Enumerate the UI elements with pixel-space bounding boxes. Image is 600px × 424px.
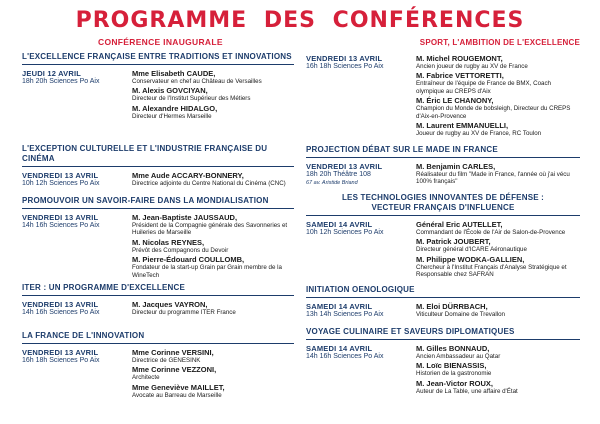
speaker-name: M. Éric LE CHANONY, [416, 96, 494, 106]
session-day: VENDREDI 13 AVRIL [22, 300, 99, 309]
session-day: SAMEDI 14 AVRIL [306, 344, 373, 353]
speaker-role: Réalisateur du film "Made in France, l'année où j'ai vécu 100% français" [416, 171, 570, 186]
speaker-name: M. Eloi DÜRRBACH, [416, 302, 488, 311]
speaker-role: Entraîneur de l'équipe de France de BMX, Coach olympique au CREPS d'Aix [416, 80, 551, 95]
speaker-name: Mme Aude ACCARY-BONNERY, [132, 171, 244, 180]
section-heading: VOYAGE CULINAIRE ET SAVEURS DIPLOMATIQUES [306, 327, 580, 340]
speaker-role: Architecte [132, 374, 160, 382]
speaker-role: Directrice de GENESINK [132, 357, 201, 364]
speaker-name: M. Pierre-Édouard COULLOMB, [132, 255, 245, 265]
speaker-role: Commandant de l'École de l'Air de Salon-de-Provence [416, 229, 566, 236]
speaker-role: Ancien joueur de rugby au XV de France [416, 63, 528, 70]
speaker-name: M. Laurent EMMANUELLI, [416, 121, 509, 131]
session-day: SAMEDI 14 AVRIL [306, 220, 373, 229]
section-cinema [22, 144, 294, 196]
session-place: 10h 12h Sciences Po Aix [306, 229, 384, 237]
speaker-name: M. Michel ROUGEMONT, [416, 54, 503, 63]
section-heading: PROMOUVOIR UN SAVOIR-FAIRE DANS LA MONDIALISATION [22, 196, 294, 209]
session-day: VENDREDI 13 AVRIL [22, 171, 99, 180]
speaker-role: Avocate au Barreau de Marseille [132, 391, 222, 399]
section-excellence [22, 52, 294, 144]
speaker-name: M. Jean-Victor ROUX, [416, 378, 493, 388]
section-oenologie [306, 285, 580, 327]
speaker-name: M. Jean-Baptiste JAUSSAUD, [132, 213, 238, 222]
session-place: 10h 12h Sciences Po Aix [22, 180, 100, 188]
inaugural-label: CONFÉRENCE INAUGURALE [98, 37, 223, 47]
section-heading: LA FRANCE DE L'INNOVATION [22, 331, 294, 344]
speaker-name: M. Benjamin CARLES, [416, 162, 496, 171]
section-heading-line: VECTEUR FRANÇAIS D'INFLUENCE [371, 203, 515, 212]
speaker-role: Historien de la gastronomie [416, 370, 492, 378]
speaker-role: Président de la Compagnie générale des Savonneries et Huileries de Marseille [132, 222, 288, 237]
session-place: 14h 16h Sciences Po Aix [22, 222, 100, 230]
speaker-role: Ancien Ambassadeur au Qatar [416, 353, 501, 360]
speaker-role: Directeur d'Hermes Marseille [132, 112, 212, 120]
left-column [22, 52, 294, 400]
section-heading: SPORT, L'AMBITION DE L'EXCELLENCE [419, 38, 580, 47]
session-day: VENDREDI 13 AVRIL [306, 162, 383, 171]
section-heading [306, 193, 580, 216]
speaker-name: M. Jacques VAYRON, [132, 300, 208, 309]
section-heading: INITIATION OENOLOGIQUE [306, 285, 580, 298]
session-day: VENDREDI 13 AVRIL [22, 213, 99, 222]
speaker-name: M. Alexandre HIDALGO, [132, 103, 218, 113]
session-day: SAMEDI 14 AVRIL [306, 302, 373, 311]
speaker-role: Auteur de La Table, une affaire d'État [416, 387, 518, 395]
speaker-name: Mme Corinne VERSINI, [132, 348, 214, 357]
speaker-role: Viticulteur Domaine de Trevallon [416, 311, 505, 318]
session-day: VENDREDI 13 AVRIL [22, 348, 99, 357]
speaker-role: Joueur de rugby au XV de France, RC Toulon [416, 130, 542, 138]
session-day: JEUDI 12 AVRIL [22, 69, 82, 78]
speaker-role: Conservateur en chef au Château de Versailles [132, 78, 262, 85]
section-heading: ITER : UN PROGRAMME D'EXCELLENCE [22, 283, 294, 296]
section-made-in-france [306, 145, 580, 193]
speaker-name: M. Patrick JOUBERT, [416, 237, 491, 247]
speaker-role: Directeur général d'ICARE Aéronautique [416, 246, 527, 254]
speaker-name: M. Loïc BIENASSIS, [416, 361, 487, 371]
section-defense [306, 193, 580, 285]
session-address: 67 av. Aristide Briand [306, 180, 358, 187]
speaker-role: Directeur du programme ITER France [132, 309, 236, 316]
speaker-role: Directrice adjointe du Centre National du Cinéma (CNC) [132, 180, 286, 187]
speaker-name: M. Nicolas REYNES, [132, 237, 205, 247]
session-day: VENDREDI 13 AVRIL [306, 54, 383, 63]
speaker-name: Mme Corinne VEZZONI, [132, 365, 217, 375]
session-place: 16h 18h Sciences Po Aix [22, 357, 100, 365]
section-iter [22, 283, 294, 331]
session-place: 14h 16h Sciences Po Aix [306, 353, 384, 361]
page-title: PROGRAMME DES CONFÉRENCES [75, 8, 525, 33]
section-heading-line: LES TECHNOLOGIES INNOVANTES DE DÉFENSE : [341, 193, 545, 202]
section-heading: PROJECTION DÉBAT SUR LE MADE IN FRANCE [306, 145, 580, 158]
session-place: 18h 20h Sciences Po Aix [22, 78, 100, 86]
session-place: 18h 20h Théâtre 108 [306, 171, 371, 179]
speaker-role: Directeur de l'Institut Supérieur des Métiers [132, 95, 251, 103]
speaker-name: M. Gilles BONNAUD, [416, 344, 490, 353]
speaker-role: Prévôt des Compagnons du Devoir [132, 246, 229, 254]
section-savoir-faire [22, 196, 294, 283]
section-heading: L'EXCEPTION CULTURELLE ET L'INDUSTRIE FRANÇAISE DU CINÉMA [22, 144, 294, 167]
session-place: 13h 14h Sciences Po Aix [306, 311, 384, 319]
right-column [306, 38, 580, 396]
section-innovation [22, 331, 294, 400]
speaker-role: Champion du Monde de bobsleigh, Directeur du CREPS d'Aix-en-Provence [416, 105, 571, 120]
speaker-name: Général Eric AUTELLET, [416, 220, 503, 229]
speaker-role: Fondateur de la start-up Grain par Grain membre de la WineTech [132, 264, 282, 279]
session-place: 14h 16h Sciences Po Aix [22, 309, 100, 317]
speaker-role: Chercheur à l'Institut Français d'Analyse Stratégique et Responsable chez SAFRAN [416, 263, 567, 279]
speaker-name: M. Fabrice VETTORETTI, [416, 71, 504, 81]
section-sport [306, 38, 580, 145]
session-place: 16h 18h Sciences Po Aix [306, 63, 384, 71]
speaker-name: M. Alexis GOVCIYAN, [132, 86, 208, 96]
speaker-name: M. Philippe WODKA-GALLIEN, [416, 254, 525, 264]
section-culinaire [306, 327, 580, 396]
section-heading: L'EXCELLENCE FRANÇAISE ENTRE TRADITIONS ET INNOVATIONS [22, 52, 294, 65]
speaker-name: Mme Elisabeth CAUDE, [132, 69, 216, 78]
speaker-name: Mme Geneviève MAILLET, [132, 382, 225, 392]
